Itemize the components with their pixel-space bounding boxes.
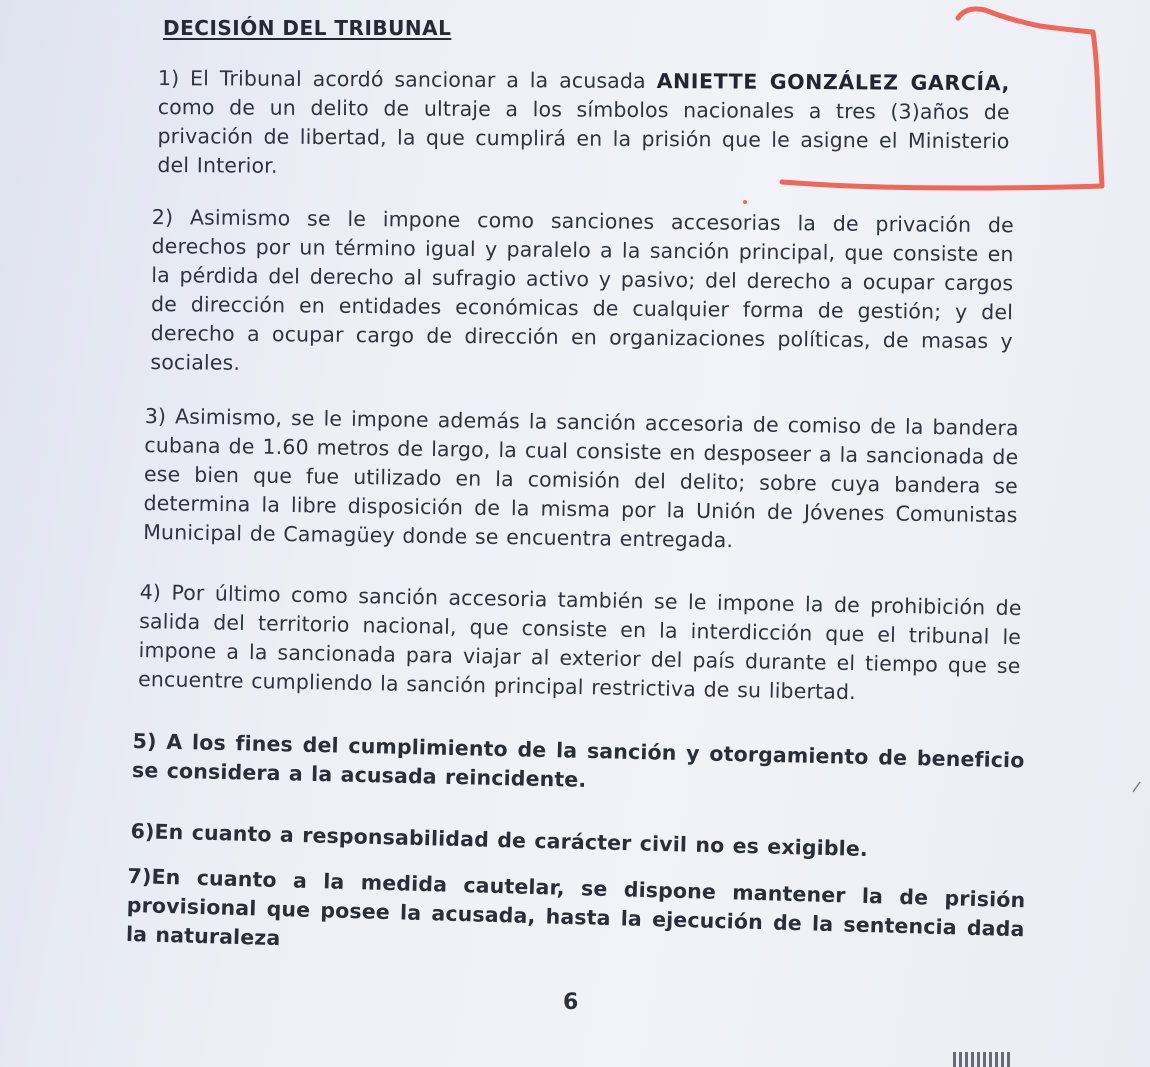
document-title: DECISIÓN DEL TRIBUNAL — [163, 16, 452, 40]
paragraph-5: 5) A los fines del cumplimiento de la sanción y otorgamiento de beneficio se considera a la acusada reincidente. — [131, 728, 1025, 792]
paragraph-4: 4) Por último como sanción accesoria también se le impone la de prohibición de salida del territorio nacional, que consiste en la interdicción que el tribunal le impone a la sancionada para viajar al exterior del país durante el tiempo que se encuentre cumpliendo la sanción principal restrictiva de su libertad. — [137, 579, 1022, 705]
paragraph-3: 3) Asimismo, se le impone además la sanción accesoria de comiso de la bandera cubana de 1.60 metros de largo, la cual consiste en desposeer a la sancionada de ese bien que fue utilizado en la comisión del delito; sobre cuya bandera se determina la libre disposición de la misma por la Unión de Jóvenes Comunistas Municipal de Camagüey donde se encuentra entregada. — [143, 403, 1019, 553]
paragraph-1 — [157, 64, 1010, 185]
paragraph-1-rest: como de un delito de ultraje a los símbolos nacionales a tres (3)años de privación de libertad, la que cumplirá en la prisión que le asigne el Ministerio del Interior. — [157, 94, 1010, 178]
paragraph-1-intro: 1) El Tribunal acordó sancionar a la acusada — [157, 65, 657, 94]
paragraph-2: 2) Asimismo se le impone como sanciones accesorias la de privación de derechos por un término igual y paralelo a la sanción principal, que consiste en la pérdida del derecho al sufragio activo y pasivo; del derecho a ocupar cargos de dirección en entidades económicas de cualquier forma de gestión; y del derecho a ocupar cargo de dirección en organizaciones políticas, de masas y sociales. — [150, 204, 1014, 375]
stray-mark — [743, 200, 747, 204]
paragraph-7: 7)En cuanto a la medida cautelar, se dispone mantener la de prisión provisional que posee la acusada, hasta la ejecución de la sentencia dada la naturaleza — [125, 863, 1026, 951]
defendant-name: ANIETTE GONZÁLEZ GARCÍA, — [656, 69, 1010, 96]
page-number: 6 — [563, 990, 579, 1015]
edge-scratch-mark — [1133, 782, 1140, 792]
qr-code-fragment — [953, 1052, 1013, 1067]
paragraph-6: 6)En cuanto a responsabilidad de carácter civil no es exigible. — [130, 818, 869, 862]
